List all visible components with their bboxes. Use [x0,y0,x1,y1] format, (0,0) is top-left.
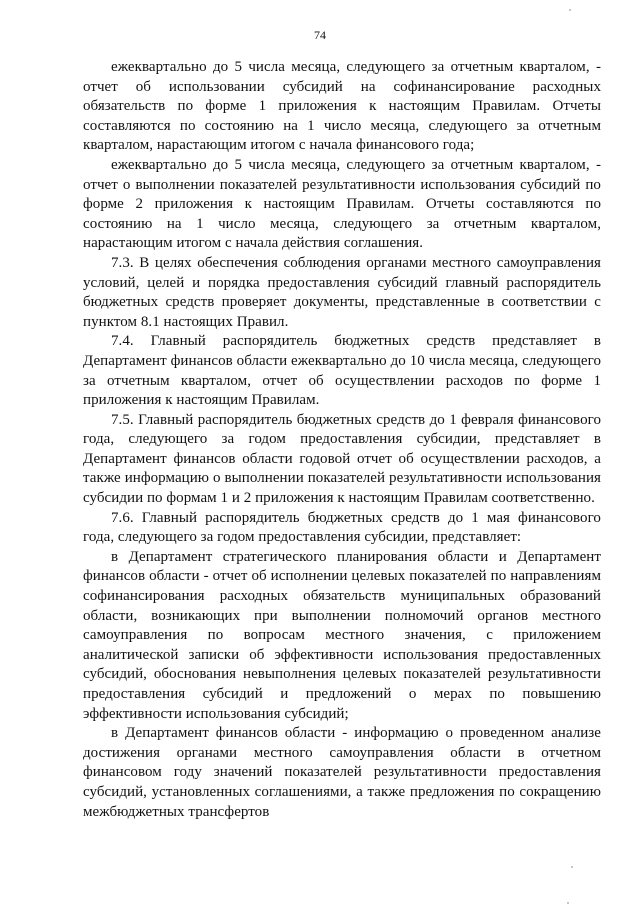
scan-artifact [569,9,571,11]
paragraph-7-4: 7.4. Главный распорядитель бюджетных средств представляет в Департамент финансов области ежеквартально до 10 числа месяца, следующего за отчетным кварталом, отчет об осуществлении расходов по форме 1 приложения к настоящим Правилам. [83,333,601,409]
document-body [83,58,601,822]
paragraph-finance-department-info: в Департамент финансов области - информацию о проведенном анализе достижения органами местного самоуправления области в отчетном финансовом году значений показателей результативности предоставления субсидий, установленных соглашениями, а также предложения по сокращению межбюджетных трансфертов [83,725,601,820]
paragraph-quarterly-usage-report: ежеквартально до 5 числа месяца, следующего за отчетным кварталом, - отчет об использовании субсидий на софинансирование расходных обязательств по форме 1 приложения к настоящим Правилам. Отчеты составляются по состоянию на 1 число месяца, следующего за отчетным кварталом, нарастающим итогом с начала финансового года; [83,59,601,154]
page-number: 74 [314,28,326,42]
paragraph-strategic-planning-report: в Департамент стратегического планирования области и Департамент финансов области - отчет об исполнении целевых показателей по направлениям софинансирования расходных обязательств муниципальных образований области, возникающих при выполнении полномочий органов местного самоуправления по вопросам местного значения, с приложением аналитической записки об эффективности использования предоставленных субсидий, обоснования невыполнения целевых показателей результативности предоставления субсидий и предложений о мерах по повышению эффективности использования субсидий; [83,548,601,722]
paragraph-7-5: 7.5. Главный распорядитель бюджетных средств до 1 февраля финансового года, следующего за годом предоставления субсидии, представляет в Департамент финансов области годовой отчет об осуществлении расходов, а также информацию о выполнении показателей результативности использования субсидии по формам 1 и 2 приложения к настоящим Правилам соответственно. [83,411,601,507]
scan-artifact [567,902,569,904]
paragraph-quarterly-performance-report: ежеквартально до 5 числа месяца, следующего за отчетным кварталом, - отчет о выполнении показателей результативности использования субсидий по форме 2 приложения к настоящим Правилам. Отчеты составляются по состоянию на 1 число месяца, следующего за отчетным кварталом, нарастающим итогом с начала действия соглашения. [83,156,601,252]
scan-artifact [571,866,573,868]
paragraph-7-3: 7.3. В целях обеспечения соблюдения органами местного самоуправления условий, целей и порядка предоставления субсидий главный распорядитель бюджетных средств проверяет документы, представленные в соответствии с пунктом 8.1 настоящих Правил. [83,254,601,330]
paragraph-7-6: 7.6. Главный распорядитель бюджетных средств до 1 мая финансового года, следующего за годом предоставления субсидии, представляет: [83,509,601,546]
